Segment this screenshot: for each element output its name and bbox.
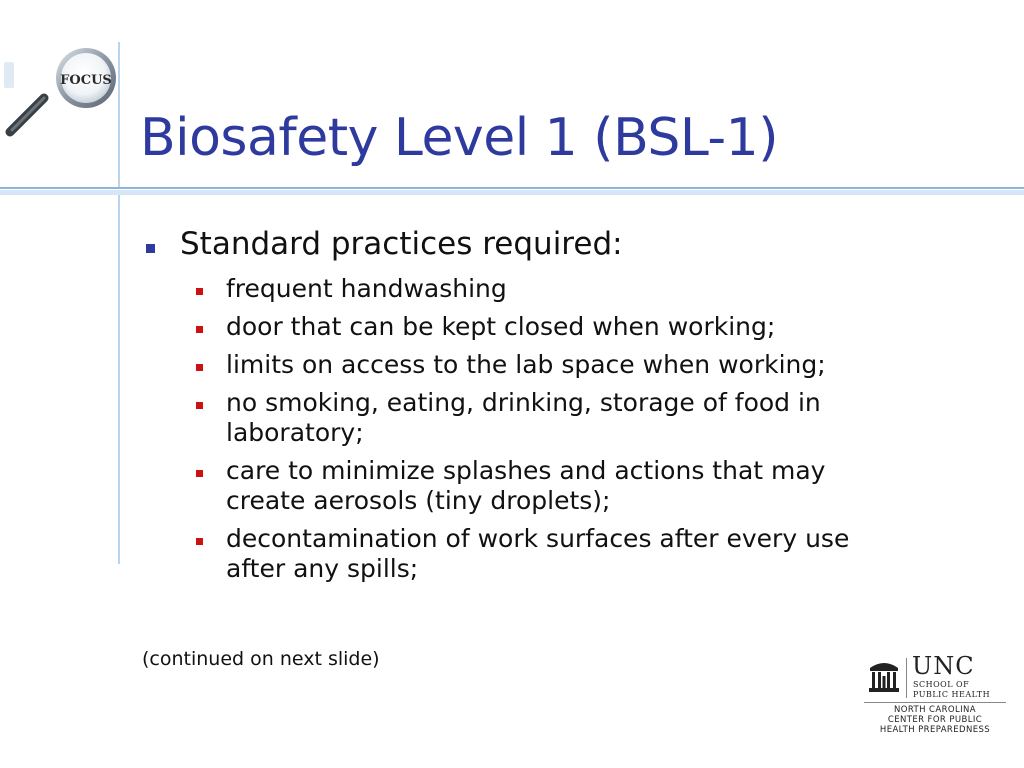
sub-bullet-item — [196, 350, 1006, 380]
unc-name: UNC — [912, 652, 975, 680]
sub-bullet-line: frequent handwashing — [226, 274, 507, 303]
main-bullet-text: Standard practices required: — [180, 226, 623, 262]
sub-bullet-item — [196, 524, 1006, 584]
sub-bullet-marker — [196, 402, 203, 409]
sub-bullet-line: care to minimize splashes and actions that may — [226, 456, 826, 485]
sub-bullet-marker — [196, 288, 203, 295]
sub-bullet-line: no smoking, eating, drinking, storage of food in — [226, 388, 821, 417]
sub-bullet-marker — [196, 326, 203, 333]
unc-logo-rule — [864, 702, 1006, 703]
unc-logo — [860, 652, 1010, 738]
sub-bullet-marker — [196, 538, 203, 545]
unc-center-text — [860, 705, 1010, 735]
unc-center-line: CENTER FOR PUBLIC — [887, 715, 983, 725]
title-underline-rule — [0, 187, 1024, 195]
unc-school-line: PUBLIC HEALTH — [913, 690, 991, 699]
sub-bullet-marker — [196, 470, 203, 477]
old-well-icon — [866, 656, 902, 696]
sub-bullet-line: limits on access to the lab space when working; — [226, 350, 826, 379]
magnifying-glass-icon — [0, 40, 124, 144]
sub-bullet-item — [196, 274, 1006, 304]
slide-title: Biosafety Level 1 (BSL-1) — [140, 108, 779, 168]
sub-bullet-item — [196, 312, 1006, 342]
sub-bullet-line: door that can be kept closed when working; — [226, 312, 776, 341]
sub-bullet-line: after any spills; — [226, 554, 419, 583]
sub-bullet-item — [196, 388, 1006, 448]
unc-school-line: SCHOOL OF — [913, 680, 970, 689]
focus-logo-text: FOCUS — [60, 73, 112, 88]
unc-center-line: NORTH CAROLINA — [894, 705, 976, 715]
unc-school-text — [913, 680, 1003, 700]
sub-bullet-item — [196, 456, 1006, 516]
sub-bullet-marker — [196, 364, 203, 371]
unc-logo-separator — [906, 658, 907, 698]
sub-bullet-list — [196, 274, 1006, 592]
continued-footnote: (continued on next slide) — [142, 648, 380, 670]
sub-bullet-line: decontamination of work surfaces after every use — [226, 524, 850, 553]
sub-bullet-line: create aerosols (tiny droplets); — [226, 486, 611, 515]
level1-bullet-marker — [146, 244, 155, 253]
unc-center-line: HEALTH PREPAREDNESS — [879, 725, 991, 735]
sub-bullet-line: laboratory; — [226, 418, 364, 447]
